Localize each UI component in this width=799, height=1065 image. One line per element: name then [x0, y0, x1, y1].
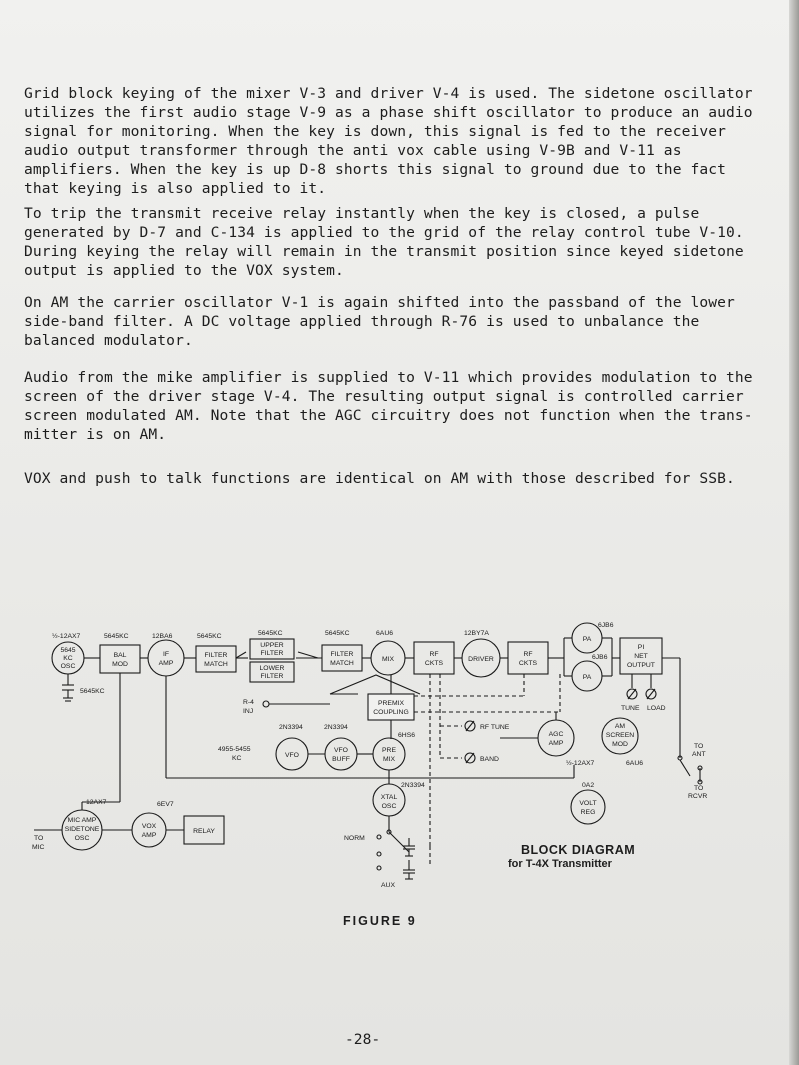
if-label-2: AMP — [158, 660, 174, 667]
mic-label-3: OSC — [74, 835, 90, 842]
label-xtal-transistor: 2N3394 — [401, 782, 425, 789]
load-label: LOAD — [647, 705, 666, 712]
filter-match2-box — [322, 645, 362, 671]
pa-bottom-label: PA — [582, 674, 592, 681]
to-ant-label-1: TO — [694, 743, 704, 750]
label-vfo-range-unit: KC — [232, 755, 242, 762]
rf-ckts2-box — [508, 642, 548, 674]
lower-label-2: FILTER — [260, 673, 284, 680]
bal-label-1: BAL — [113, 652, 127, 659]
rf-ckts-box — [414, 642, 454, 674]
am-label-2: SCREEN — [605, 732, 635, 739]
to-ant-label-2: ANT — [692, 751, 706, 758]
paragraph-keying: Grid block keying of the mixer V-3 and driver V-4 is used. The sidetone oscillator utilizes the first audio stage V-9 as a phase shift oscillator to produce an audio signal for monitoring. When the key is down, this signal is fed to the receiver audio output transformer through the anti vox cable using V-9B and V-11 as amplifiers. When the key is up D-8 shorts this signal to ground due to the fact that keying is also applied to it. — [24, 85, 753, 197]
xtal-label-2: OSC — [381, 803, 397, 810]
label-osc-tube: ½-12AX7 — [52, 633, 81, 640]
label-inj: INJ — [243, 708, 254, 715]
filter-switch — [236, 652, 246, 658]
am-label-3: MOD — [612, 741, 628, 748]
lower-label-1: LOWER — [259, 665, 285, 672]
switch-contact-icon — [377, 852, 381, 856]
label-r4: R-4 — [243, 699, 254, 706]
fm2-label-1: FILTER — [330, 651, 354, 658]
rf1-label-1: RF — [429, 651, 439, 658]
label-filter-match-freq: 5645KC — [197, 633, 222, 640]
if-label-1: IF — [162, 651, 170, 658]
mix-label: MIX — [381, 656, 395, 663]
am-label-1: AM — [614, 723, 626, 730]
tune-label: TUNE — [621, 705, 640, 712]
fm1-label-2: MATCH — [204, 661, 228, 668]
paragraph-audio-modulation: Audio from the mike amplifier is supplied to V-11 which provides modulation to the screen of the driver stage V-4. The resulting output signal is controlled carrier screen modulated AM. Note that the AGC circuitry does not function when the trans-mitter is on AM. — [24, 369, 753, 443]
if-amp-circle — [148, 640, 184, 676]
vfo-buff-label-1: VFO — [334, 747, 348, 754]
band-label: BAND — [480, 756, 499, 763]
label-volt-reg-tube: 0A2 — [582, 782, 595, 789]
label-agc-tube: ½-12AX7 — [566, 760, 595, 767]
vfo-buff-label-2: BUFF — [332, 756, 350, 763]
agc-amp-circle — [538, 720, 574, 756]
rf2-label-2: CKTS — [518, 660, 538, 667]
rf-tune-label: RF TUNE — [480, 724, 510, 731]
block-diagram — [0, 608, 799, 908]
paragraph-vox: VOX and push to talk functions are identical on AM with those described for SSB. — [24, 470, 735, 487]
switch-contact-icon — [377, 866, 381, 870]
inj-jack-icon — [263, 701, 269, 707]
filter-switch — [298, 652, 318, 658]
vox-label-1: VOX — [141, 823, 157, 830]
osc-label-3: OSC — [60, 663, 76, 670]
paragraph-am-carrier: On AM the carrier oscillator V-1 is again shifted into the passband of the lower side-band filter. A DC voltage applied through R-76 is used to unbalance the balanced modulator. — [24, 294, 735, 349]
bal-mod-box — [100, 645, 140, 673]
volt-reg-circle — [571, 790, 605, 824]
vox-amp-circle — [132, 813, 166, 847]
label-pre-mix-tube: 6HS6 — [398, 732, 416, 739]
pre-mix-circle — [373, 738, 405, 770]
rf2-label-1: RF — [523, 651, 533, 658]
label-if-tube: 12BA6 — [152, 633, 173, 640]
filter-match-box — [196, 646, 236, 672]
label-pa-top-tube: 6JB6 — [598, 622, 614, 629]
volt-label-2: REG — [580, 809, 596, 816]
to-rcvr-label-1: TO — [694, 785, 704, 792]
to-rcvr-label-2: RCVR — [688, 793, 708, 800]
agc-label-2: AMP — [548, 740, 564, 747]
driver-label: DRIVER — [468, 656, 494, 663]
to-mic-label-1: TO — [34, 835, 44, 842]
label-sideband-freq: 5645KC — [258, 630, 283, 637]
label-bal-crystal: 5645KC — [104, 633, 129, 640]
pa-top-label: PA — [582, 636, 592, 643]
xtal-label-1: XTAL — [380, 794, 398, 801]
agc-label-1: AGC — [548, 731, 564, 738]
vfo-label: VFO — [285, 752, 299, 759]
pi-label-1: PI — [637, 644, 645, 651]
label-pa-mid-tube: 6JB6 — [592, 654, 608, 661]
switch-contact-icon — [377, 835, 381, 839]
diagram-caption-title: BLOCK DIAGRAM — [521, 843, 636, 857]
pre-mix-label-1: PRE — [382, 747, 396, 754]
label-vfo-range: 4955-5455 — [218, 746, 251, 753]
relay-label: RELAY — [193, 828, 215, 835]
label-mic-tube: 12AX7 — [86, 799, 107, 806]
premix-coupling-box — [368, 694, 414, 720]
pi-label-2: NET — [634, 653, 648, 660]
mic-label-1: MIC AMP — [67, 817, 97, 824]
page-number: -28- — [345, 1031, 381, 1048]
pi-label-3: OUTPUT — [627, 662, 655, 669]
mic-label-2: SIDETONE — [64, 826, 100, 833]
label-vox-tube: 6EV7 — [157, 801, 174, 808]
upper-label-2: FILTER — [260, 650, 284, 657]
fm2-label-2: MATCH — [330, 660, 354, 667]
vox-label-2: AMP — [141, 832, 157, 839]
premix-switch-lines — [330, 675, 420, 694]
norm-label: NORM — [344, 835, 365, 842]
label-carrier-crystal: 5645KC — [80, 688, 105, 695]
bal-label-2: MOD — [112, 661, 128, 668]
upper-label-1: UPPER — [260, 642, 284, 649]
osc-label-2: KC — [63, 655, 73, 662]
volt-label-1: VOLT — [579, 800, 597, 807]
rf1-label-2: CKTS — [424, 660, 444, 667]
label-am-tube: 6AU6 — [626, 760, 644, 767]
diagram-caption-subtitle: for T-4X Transmitter — [508, 858, 612, 870]
to-mic-label-2: MIC — [32, 844, 45, 851]
fm1-label-1: FILTER — [204, 652, 228, 659]
premix-label-2: COUPLING — [373, 709, 409, 716]
label-vfo-buff-transistor: 2N3394 — [324, 724, 348, 731]
label-filter-match2-freq: 5645KC — [325, 630, 350, 637]
pre-mix-label-2: MIX — [382, 756, 396, 763]
label-vfo-transistor: 2N3394 — [279, 724, 303, 731]
label-mix-tube: 6AU6 — [376, 630, 394, 637]
aux-label: AUX — [381, 882, 395, 889]
relay-arm — [680, 760, 690, 776]
osc-label-1: 5645 — [60, 647, 76, 654]
paragraph-relay: To trip the transmit receive relay instantly when the key is closed, a pulse generated by D-7 and C-134 is applied to the grid of the relay control tube V-10. During keying the relay will remain in the transmit position since keyed sidetone output is applied to the VOX system. — [24, 205, 744, 279]
premix-label-1: PREMIX — [377, 700, 405, 707]
figure-label: FIGURE 9 — [343, 914, 417, 928]
label-driver-tube: 12BY7A — [464, 630, 489, 637]
vfo-buff-circle — [325, 738, 357, 770]
